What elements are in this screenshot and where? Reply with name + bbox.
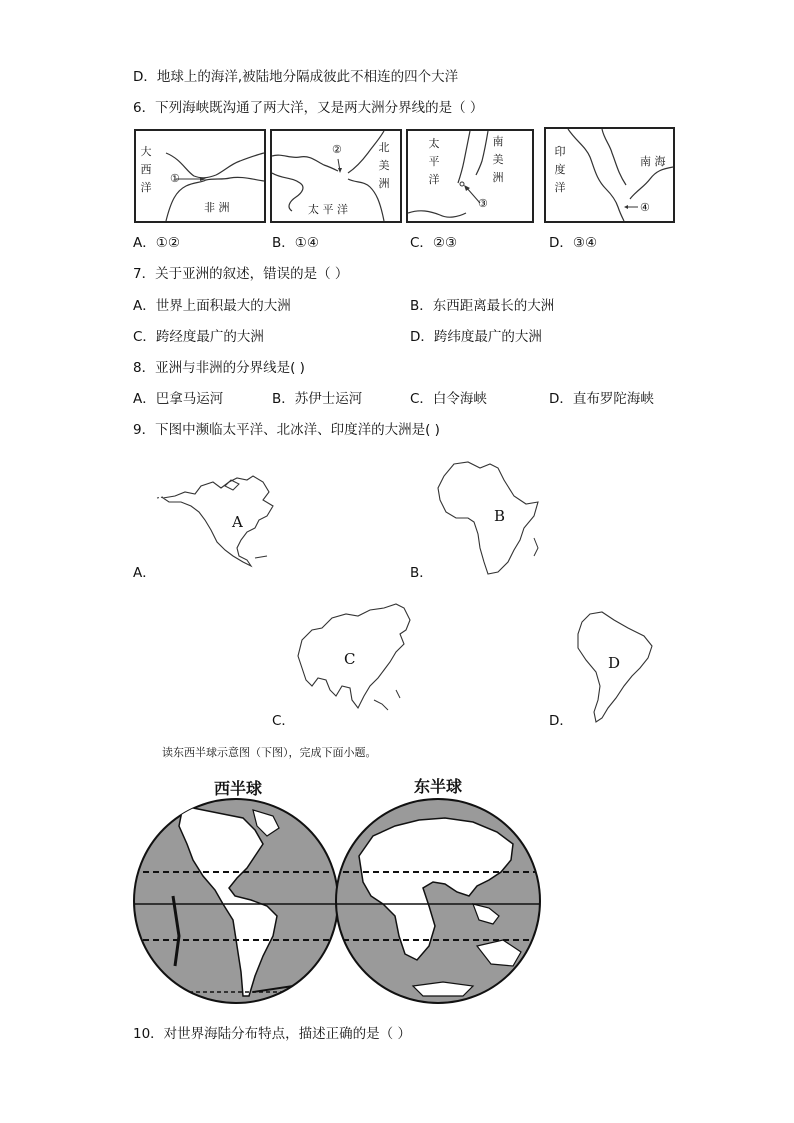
coastline-map-1 [136,131,264,221]
q6-stem: 6．下列海峡既沟通了两大洋，又是两大洲分界线的是（ ） [133,100,484,116]
west-hemisphere-title: 西半球 [214,779,263,798]
map-3-marker: ③ [478,197,488,210]
map-1-marker: ① [170,172,180,185]
hemisphere-map [133,796,543,1006]
map-3-continent-label: 南美洲 [492,135,504,184]
q7-option-c[interactable]: C．跨经度最广的大洲 [133,329,264,345]
hemisphere-intro: 读东西半球示意图（下图），完成下面小题。 [162,746,377,759]
map-2-marker: ② [332,143,342,156]
q6-map-3 [406,129,534,223]
q6-option-d[interactable]: D．③④ [549,235,598,251]
continent-label-a: A [232,513,243,531]
continent-label-d: D [608,654,621,672]
q9-option-b[interactable]: B． [410,565,433,581]
q6-map-2 [270,129,402,223]
q9-option-d[interactable]: D． [549,713,573,729]
continent-b-outline [434,458,544,578]
q5-option-d[interactable]: D．地球上的海洋,被陆地分隔成彼此不相连的四个大洋 [133,69,459,85]
q6-map-1 [134,129,266,223]
map-4-marker: ④ [640,201,650,214]
q6-option-a[interactable]: A．①② [133,235,180,251]
q8-option-a[interactable]: A．巴拿马运河 [133,391,224,407]
q7-option-b[interactable]: B．东西距离最长的大洲 [410,298,555,314]
map-2-ocean-label: 太 平 洋 [308,203,348,216]
q7-option-a[interactable]: A．世界上面积最大的大洲 [133,298,291,314]
q9-option-a[interactable]: A． [133,565,156,581]
east-hemisphere-title: 东半球 [414,777,463,796]
continent-c-outline [292,600,422,720]
q8-option-b[interactable]: B．苏伊士运河 [272,391,363,407]
continent-label-c: C [344,650,356,668]
q8-stem: 8．亚洲与非洲的分界线是( ) [133,360,305,376]
map-2-continent-label: 北美洲 [378,141,390,190]
map-4-ocean-label: 印度洋 [554,145,566,194]
continent-a-outline [155,470,285,570]
coastline-map-3 [408,131,532,221]
q7-stem: 7．关于亚洲的叙述，错误的是（ ） [133,266,349,282]
map-1-continent-label: 非 洲 [204,201,230,214]
q7-option-d[interactable]: D．跨纬度最广的大洲 [410,329,542,345]
q6-map-4 [544,127,675,223]
q9-stem: 9．下图中濒临太平洋、北冰洋、印度洋的大洲是( ) [133,422,440,438]
map-1-ocean-label: 大西洋 [140,145,152,194]
continent-label-b: B [494,507,506,525]
q8-option-c[interactable]: C．白令海峡 [410,391,487,407]
q10-stem: 10．对世界海陆分布特点，描述正确的是（ ） [133,1026,411,1042]
q9-option-c[interactable]: C． [272,713,295,729]
map-3-ocean-label: 太平洋 [428,137,440,186]
map-4-sea-label: 南 海 [640,155,666,168]
q6-option-c[interactable]: C．②③ [410,235,458,251]
q8-option-d[interactable]: D．直布罗陀海峡 [549,391,654,407]
q6-option-b[interactable]: B．①④ [272,235,319,251]
